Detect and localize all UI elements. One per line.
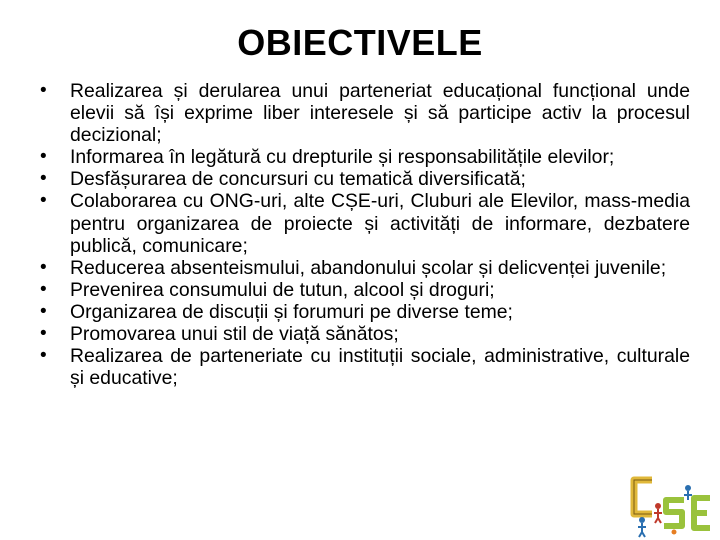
objective-item: • Desfășurarea de concursuri cu tematică diversificată; xyxy=(40,168,690,190)
objectives-list xyxy=(40,80,690,389)
objective-item: • Prevenirea consumului de tutun, alcool și droguri; xyxy=(40,279,690,301)
slide-title: OBIECTIVELE xyxy=(237,22,483,63)
cse-logo xyxy=(622,470,718,538)
objective-item: • Realizarea și derularea unui parteneriat educațional funcțional unde elevii să își exprime liber interesele și să participe activ la procesul decizional; xyxy=(40,80,690,146)
objective-item: • Informarea în legătură cu drepturile și responsabilitățile elevilor; xyxy=(40,146,690,168)
objective-item: • Organizarea de discuții și forumuri pe diverse teme; xyxy=(40,301,690,323)
objective-item: • Reducerea absenteismului, abandonului școlar și delicvenței juvenile; xyxy=(40,257,690,279)
objective-item: • Realizarea de parteneriate cu instituții sociale, administrative, culturale și educative; xyxy=(40,345,690,389)
objective-item: • Promovarea unui stil de viață sănătos; xyxy=(40,323,690,345)
objective-item: • Colaborarea cu ONG-uri, alte CȘE-uri, Cluburi ale Elevilor, mass-media pentru organizarea de proiecte și activități de informare, dezbatere publică, comunicare; xyxy=(40,190,690,256)
